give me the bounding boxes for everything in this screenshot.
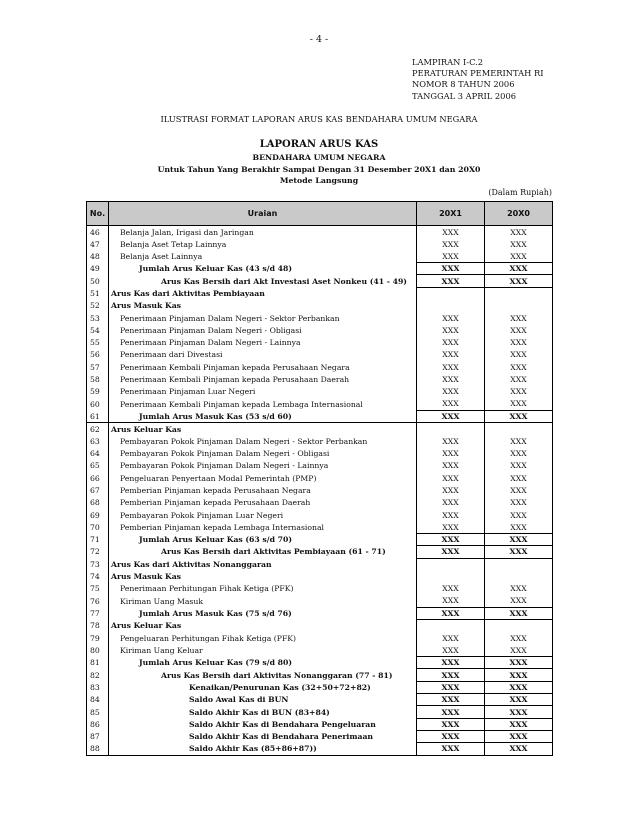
row-number: 69 (87, 509, 109, 521)
row-value-20x1: XXX (417, 349, 485, 361)
table-body (87, 226, 553, 756)
row-value-20x0: XXX (485, 731, 553, 743)
row-description: Saldo Akhir Kas (85+86+87)) (109, 743, 417, 755)
row-number: 52 (87, 300, 109, 312)
row-value-20x1: XXX (417, 534, 485, 546)
row-number: 67 (87, 484, 109, 496)
row-description: Penerimaan Perhitungan Fihak Ketiga (PFK) (109, 583, 417, 595)
row-description: Arus Kas Bersih dari Aktivitas Nonanggaran (77 - 81) (109, 669, 417, 681)
row-number: 64 (87, 447, 109, 459)
row-number: 51 (87, 287, 109, 299)
row-value-20x1: XXX (417, 361, 485, 373)
row-description: Saldo Akhir Kas di Bendahara Pengeluaran (109, 718, 417, 730)
row-number: 74 (87, 570, 109, 582)
row-value-20x0: XXX (485, 238, 553, 250)
row-value-20x0: XXX (485, 263, 553, 275)
row-value-20x1: XXX (417, 546, 485, 558)
row-number: 57 (87, 361, 109, 373)
row-value-20x0: XXX (485, 435, 553, 447)
row-value-20x1 (417, 300, 485, 312)
row-number: 66 (87, 472, 109, 484)
row-value-20x0: XXX (485, 484, 553, 496)
header-year-0: 20X0 (485, 202, 553, 226)
row-value-20x0 (485, 558, 553, 570)
lampiran-line: PERATURAN PEMERINTAH RI (412, 68, 544, 79)
row-number: 81 (87, 657, 109, 669)
row-value-20x1: XXX (417, 657, 485, 669)
table-row (87, 373, 553, 385)
row-number: 83 (87, 681, 109, 693)
row-number: 77 (87, 607, 109, 619)
row-value-20x0: XXX (485, 410, 553, 422)
row-value-20x1: XXX (417, 263, 485, 275)
row-value-20x1: XXX (417, 435, 485, 447)
row-value-20x1: XXX (417, 669, 485, 681)
row-value-20x0: XXX (485, 706, 553, 718)
table-row (87, 287, 553, 299)
table-row (87, 349, 553, 361)
report-entity: BENDAHARA UMUM NEGARA (252, 153, 386, 162)
table-row (87, 447, 553, 459)
row-value-20x1: XXX (417, 410, 485, 422)
row-value-20x1: XXX (417, 238, 485, 250)
row-number: 78 (87, 620, 109, 632)
report-period: Untuk Tahun Yang Berakhir Sampai Dengan 31 Desember 20X1 dan 20X0 (157, 164, 481, 174)
row-number: 60 (87, 398, 109, 410)
table-row (87, 337, 553, 349)
table-row (87, 324, 553, 336)
lampiran-block (412, 57, 544, 102)
table-row (87, 410, 553, 422)
table-row (87, 644, 553, 656)
row-description: Penerimaan Pinjaman Luar Negeri (109, 386, 417, 398)
currency-unit: (Dalam Rupiah) (488, 188, 552, 197)
row-number: 59 (87, 386, 109, 398)
table-row (87, 595, 553, 607)
row-value-20x1 (417, 558, 485, 570)
table-row (87, 484, 553, 496)
row-description: Belanja Aset Lainnya (109, 250, 417, 262)
row-value-20x0: XXX (485, 521, 553, 533)
row-value-20x0: XXX (485, 324, 553, 336)
row-description: Saldo Awal Kas di BUN (109, 694, 417, 706)
row-value-20x1: XXX (417, 312, 485, 324)
row-value-20x0 (485, 570, 553, 582)
row-value-20x1 (417, 570, 485, 582)
table-row (87, 718, 553, 730)
row-number: 56 (87, 349, 109, 361)
row-description: Arus Masuk Kas (109, 300, 417, 312)
row-value-20x0: XXX (485, 644, 553, 656)
row-number: 63 (87, 435, 109, 447)
row-description: Pembayaran Pokok Pinjaman Dalam Negeri - Sektor Perbankan (109, 435, 417, 447)
row-value-20x1: XXX (417, 607, 485, 619)
row-value-20x1: XXX (417, 681, 485, 693)
row-description: Saldo Akhir Kas di BUN (83+84) (109, 706, 417, 718)
row-description: Pemberian Pinjaman kepada Perusahaan Negara (109, 484, 417, 496)
row-value-20x0: XXX (485, 312, 553, 324)
row-description: Penerimaan dari Divestasi (109, 349, 417, 361)
cash-flow-table (86, 201, 553, 756)
row-number: 79 (87, 632, 109, 644)
row-number: 85 (87, 706, 109, 718)
row-value-20x0: XXX (485, 373, 553, 385)
table-row (87, 681, 553, 693)
lampiran-line: TANGGAL 3 APRIL 2006 (412, 90, 517, 101)
row-value-20x0: XXX (485, 349, 553, 361)
row-value-20x1: XXX (417, 718, 485, 730)
row-number: 84 (87, 694, 109, 706)
row-description: Penerimaan Pinjaman Dalam Negeri - Lainnya (109, 337, 417, 349)
row-value-20x0: XXX (485, 361, 553, 373)
row-value-20x0: XXX (485, 546, 553, 558)
row-value-20x0: XXX (485, 398, 553, 410)
row-value-20x1: XXX (417, 706, 485, 718)
row-value-20x1 (417, 423, 485, 435)
report-title: LAPORAN ARUS KAS (259, 139, 379, 150)
row-value-20x0: XXX (485, 607, 553, 619)
row-value-20x1 (417, 620, 485, 632)
table-row (87, 570, 553, 582)
row-number: 50 (87, 275, 109, 287)
table-row (87, 460, 553, 472)
row-value-20x1: XXX (417, 731, 485, 743)
row-value-20x1: XXX (417, 497, 485, 509)
row-value-20x0: XXX (485, 447, 553, 459)
row-value-20x1: XXX (417, 337, 485, 349)
row-description: Jumlah Arus Masuk Kas (53 s/d 60) (109, 410, 417, 422)
row-number: 72 (87, 546, 109, 558)
row-value-20x1: XXX (417, 644, 485, 656)
row-value-20x1: XXX (417, 398, 485, 410)
row-value-20x1: XXX (417, 509, 485, 521)
row-description: Penerimaan Kembali Pinjaman kepada Perusahaan Daerah (109, 373, 417, 385)
row-value-20x0: XXX (485, 250, 553, 262)
row-value-20x0 (485, 300, 553, 312)
row-number: 88 (87, 743, 109, 755)
row-description: Arus Kas Bersih dari Akt Investasi Aset Nonkeu (41 - 49) (109, 275, 417, 287)
row-value-20x1: XXX (417, 694, 485, 706)
table-row (87, 423, 553, 435)
row-value-20x0: XXX (485, 226, 553, 239)
row-number: 68 (87, 497, 109, 509)
row-value-20x0: XXX (485, 509, 553, 521)
row-value-20x1: XXX (417, 595, 485, 607)
table-row (87, 534, 553, 546)
row-number: 58 (87, 373, 109, 385)
row-description: Pengeluaran Penyertaan Modal Pemerintah (PMP) (109, 472, 417, 484)
row-description: Jumlah Arus Masuk Kas (75 s/d 76) (109, 607, 417, 619)
row-value-20x0: XXX (485, 595, 553, 607)
row-description: Pembayaran Pokok Pinjaman Dalam Negeri - Lainnya (109, 460, 417, 472)
table-row (87, 743, 553, 755)
row-value-20x1: XXX (417, 275, 485, 287)
row-description: Kiriman Uang Keluar (109, 644, 417, 656)
row-value-20x1: XXX (417, 472, 485, 484)
row-value-20x0: XXX (485, 460, 553, 472)
row-number: 65 (87, 460, 109, 472)
row-value-20x1: XXX (417, 743, 485, 755)
table-row (87, 620, 553, 632)
row-description: Penerimaan Pinjaman Dalam Negeri - Obligasi (109, 324, 417, 336)
row-value-20x1: XXX (417, 373, 485, 385)
page-number: - 4 - (309, 34, 329, 45)
row-description: Jumlah Arus Keluar Kas (43 s/d 48) (109, 263, 417, 275)
row-number: 48 (87, 250, 109, 262)
row-number: 80 (87, 644, 109, 656)
row-number: 76 (87, 595, 109, 607)
row-value-20x1: XXX (417, 521, 485, 533)
row-number: 70 (87, 521, 109, 533)
row-value-20x1: XXX (417, 460, 485, 472)
table-row (87, 300, 553, 312)
table-row (87, 632, 553, 644)
lampiran-line: LAMPIRAN I-C.2 (412, 57, 484, 67)
table-row (87, 607, 553, 619)
row-description: Arus Masuk Kas (109, 570, 417, 582)
row-value-20x1: XXX (417, 632, 485, 644)
row-description: Pemberian Pinjaman kepada Perusahaan Daerah (109, 497, 417, 509)
table-row (87, 731, 553, 743)
row-number: 87 (87, 731, 109, 743)
row-description: Arus Keluar Kas (109, 620, 417, 632)
row-value-20x1: XXX (417, 250, 485, 262)
row-description: Kiriman Uang Masuk (109, 595, 417, 607)
row-description: Penerimaan Pinjaman Dalam Negeri - Sektor Perbankan (109, 312, 417, 324)
table-row (87, 509, 553, 521)
row-value-20x0: XXX (485, 472, 553, 484)
row-description: Arus Kas dari Aktivitas Nonanggaran (109, 558, 417, 570)
table-row (87, 472, 553, 484)
table-row (87, 312, 553, 324)
row-description: Arus Keluar Kas (109, 423, 417, 435)
table-row (87, 238, 553, 250)
row-value-20x1: XXX (417, 583, 485, 595)
row-description: Penerimaan Kembali Pinjaman kepada Lembaga Internasional (109, 398, 417, 410)
row-value-20x0: XXX (485, 694, 553, 706)
row-description: Arus Kas Bersih dari Aktivitas Pembiayaan (61 - 71) (109, 546, 417, 558)
row-value-20x0: XXX (485, 534, 553, 546)
row-description: Belanja Aset Tetap Lainnya (109, 238, 417, 250)
table-row (87, 361, 553, 373)
row-description: Penerimaan Kembali Pinjaman kepada Perusahaan Negara (109, 361, 417, 373)
table-row (87, 263, 553, 275)
table-row (87, 386, 553, 398)
table-row (87, 275, 553, 287)
table-row (87, 226, 553, 239)
table-row (87, 657, 553, 669)
row-number: 71 (87, 534, 109, 546)
table-row (87, 521, 553, 533)
row-value-20x0: XXX (485, 275, 553, 287)
table-row (87, 558, 553, 570)
row-description: Arus Kas dari Aktivitas Pembiayaan (109, 287, 417, 299)
table-header-row (87, 202, 553, 226)
row-value-20x0: XXX (485, 583, 553, 595)
table-row (87, 706, 553, 718)
row-value-20x0: XXX (485, 669, 553, 681)
row-description: Pengeluaran Perhitungan Fihak Ketiga (PFK) (109, 632, 417, 644)
table-row (87, 250, 553, 262)
row-number: 82 (87, 669, 109, 681)
row-number: 73 (87, 558, 109, 570)
row-number: 86 (87, 718, 109, 730)
table-row (87, 583, 553, 595)
row-value-20x0: XXX (485, 657, 553, 669)
row-value-20x0: XXX (485, 497, 553, 509)
row-description: Saldo Akhir Kas di Bendahara Penerimaan (109, 731, 417, 743)
row-description: Kenaikan/Penurunan Kas (32+50+72+82) (109, 681, 417, 693)
row-value-20x1: XXX (417, 447, 485, 459)
row-value-20x0: XXX (485, 337, 553, 349)
row-description: Belanja Jalan, Irigasi dan Jaringan (109, 226, 417, 239)
row-number: 61 (87, 410, 109, 422)
row-number: 49 (87, 263, 109, 275)
row-value-20x1: XXX (417, 386, 485, 398)
row-value-20x1: XXX (417, 226, 485, 239)
row-description: Jumlah Arus Keluar Kas (63 s/d 70) (109, 534, 417, 546)
row-number: 54 (87, 324, 109, 336)
row-value-20x1: XXX (417, 324, 485, 336)
report-titles (0, 138, 638, 187)
row-value-20x1 (417, 287, 485, 299)
report-method: Metode Langsung (279, 176, 359, 186)
row-value-20x0: XXX (485, 632, 553, 644)
row-description: Pemberian Pinjaman kepada Lembaga Internasional (109, 521, 417, 533)
row-number: 55 (87, 337, 109, 349)
row-value-20x0 (485, 423, 553, 435)
row-description: Pembayaran Pokok Pinjaman Luar Negeri (109, 509, 417, 521)
table-row (87, 546, 553, 558)
illustration-title: ILUSTRASI FORMAT LAPORAN ARUS KAS BENDAHARA UMUM NEGARA (160, 114, 478, 124)
lampiran-line: NOMOR 8 TAHUN 2006 (412, 79, 515, 90)
row-description: Jumlah Arus Keluar Kas (79 s/d 80) (109, 657, 417, 669)
row-value-20x0: XXX (485, 681, 553, 693)
row-value-20x0: XXX (485, 386, 553, 398)
row-value-20x0: XXX (485, 718, 553, 730)
row-value-20x0: XXX (485, 743, 553, 755)
row-value-20x0 (485, 620, 553, 632)
table-row (87, 669, 553, 681)
row-number: 62 (87, 423, 109, 435)
row-value-20x1: XXX (417, 484, 485, 496)
row-number: 53 (87, 312, 109, 324)
table-row (87, 398, 553, 410)
row-description: Pembayaran Pokok Pinjaman Dalam Negeri - Obligasi (109, 447, 417, 459)
row-value-20x0 (485, 287, 553, 299)
header-year-1: 20X1 (417, 202, 485, 226)
table-row (87, 497, 553, 509)
header-no: No. (87, 202, 109, 226)
row-number: 47 (87, 238, 109, 250)
table-row (87, 694, 553, 706)
header-uraian: Uraian (109, 202, 417, 226)
table-row (87, 435, 553, 447)
row-number: 46 (87, 226, 109, 239)
row-number: 75 (87, 583, 109, 595)
